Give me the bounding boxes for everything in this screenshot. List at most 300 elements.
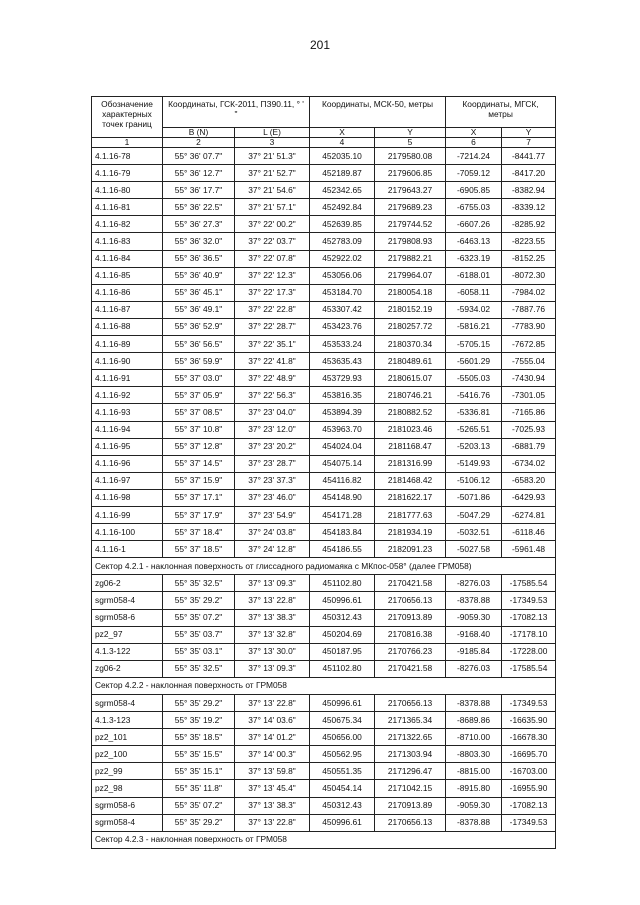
- header-sub-mgsk-x: X: [446, 128, 502, 138]
- cell-lon-l: 37° 23' 37.3": [235, 472, 310, 489]
- cell-mgsk-y: -17349.53: [502, 814, 556, 831]
- header-sub-mgsk-y: Y: [502, 128, 556, 138]
- cell-msk-x: 450312.43: [310, 609, 375, 626]
- cell-msk-x: 454148.90: [310, 489, 375, 506]
- table-row: [92, 626, 556, 643]
- cell-msk-y: 2179689.23: [375, 199, 446, 216]
- cell-mgsk-x: -5601.29: [446, 353, 502, 370]
- table-row: [92, 643, 556, 660]
- header-mgsk: Координаты, МГСК, метры: [446, 97, 556, 128]
- table-row: [92, 472, 556, 489]
- header-num: 7: [502, 138, 556, 148]
- table-row: [92, 609, 556, 626]
- cell-msk-x: 450312.43: [310, 797, 375, 814]
- cell-lon-l: 37° 21' 57.1": [235, 199, 310, 216]
- cell-lon-l: 37° 23' 54.9": [235, 506, 310, 523]
- cell-msk-x: 452035.10: [310, 148, 375, 165]
- header-num: 6: [446, 138, 502, 148]
- cell-lat-b: 55° 35' 29.2": [163, 814, 235, 831]
- header-row: [92, 97, 556, 128]
- table-row: [92, 729, 556, 746]
- header-sub-msk-y: Y: [375, 128, 446, 138]
- cell-point-name: 4.1.3-123: [92, 712, 163, 729]
- cell-lat-b: 55° 37' 05.9": [163, 387, 235, 404]
- cell-mgsk-y: -16703.00: [502, 763, 556, 780]
- cell-mgsk-y: -7783.90: [502, 318, 556, 335]
- cell-lat-b: 55° 37' 10.8": [163, 421, 235, 438]
- cell-point-name: 4.1.16-86: [92, 284, 163, 301]
- cell-lat-b: 55° 36' 40.9": [163, 267, 235, 284]
- sector-title-row: [92, 831, 556, 848]
- cell-lat-b: 55° 35' 07.2": [163, 609, 235, 626]
- cell-mgsk-y: -16635.90: [502, 712, 556, 729]
- cell-msk-x: 454116.82: [310, 472, 375, 489]
- table-row: [92, 695, 556, 712]
- cell-msk-y: 2181316.99: [375, 455, 446, 472]
- page-number: 201: [309, 38, 331, 52]
- cell-point-name: pz2_100: [92, 746, 163, 763]
- cell-mgsk-x: -8276.03: [446, 575, 502, 592]
- table-row: [92, 660, 556, 677]
- table-row: [92, 438, 556, 455]
- cell-mgsk-y: -17082.13: [502, 609, 556, 626]
- header-sub-msk-x: X: [310, 128, 375, 138]
- table-row: [92, 216, 556, 233]
- cell-mgsk-y: -17228.00: [502, 643, 556, 660]
- cell-msk-y: 2170656.13: [375, 814, 446, 831]
- cell-lon-l: 37° 22' 03.7": [235, 233, 310, 250]
- sector-title: Сектор 4.2.1 - наклонная поверхность от глиссадного радиомаяка с МКпос-058° (далее ГРМ058): [92, 558, 556, 575]
- table-row: [92, 250, 556, 267]
- cell-msk-x: 452639.85: [310, 216, 375, 233]
- cell-lon-l: 37° 22' 07.8": [235, 250, 310, 267]
- cell-mgsk-y: -6734.02: [502, 455, 556, 472]
- header-num: 4: [310, 138, 375, 148]
- cell-mgsk-x: -8276.03: [446, 660, 502, 677]
- header-gsk: Координаты, ГСК-2011, ПЗ90.11, ° ' ": [163, 97, 310, 128]
- cell-lon-l: 37° 23' 28.7": [235, 455, 310, 472]
- cell-point-name: 4.1.16-88: [92, 318, 163, 335]
- cell-msk-y: 2181934.19: [375, 524, 446, 541]
- cell-lon-l: 37° 13' 30.0": [235, 643, 310, 660]
- cell-msk-x: 451102.80: [310, 575, 375, 592]
- cell-lat-b: 55° 36' 52.9": [163, 318, 235, 335]
- cell-mgsk-x: -6755.03: [446, 199, 502, 216]
- cell-msk-x: 453184.70: [310, 284, 375, 301]
- coordinates-table: [91, 96, 556, 849]
- cell-mgsk-y: -16678.30: [502, 729, 556, 746]
- sector-title-row: [92, 558, 556, 575]
- cell-lat-b: 55° 35' 29.2": [163, 695, 235, 712]
- cell-msk-x: 453423.76: [310, 318, 375, 335]
- table-row: [92, 746, 556, 763]
- cell-msk-y: 2170766.23: [375, 643, 446, 660]
- sector-title: Сектор 4.2.2 - наклонная поверхность от ГРМ058: [92, 677, 556, 694]
- cell-lat-b: 55° 35' 03.1": [163, 643, 235, 660]
- cell-lat-b: 55° 35' 07.2": [163, 797, 235, 814]
- cell-mgsk-y: -17349.53: [502, 695, 556, 712]
- cell-lat-b: 55° 37' 14.5": [163, 455, 235, 472]
- cell-mgsk-x: -6188.01: [446, 267, 502, 284]
- header-num: 2: [163, 138, 235, 148]
- cell-mgsk-y: -7555.04: [502, 353, 556, 370]
- table-row: [92, 336, 556, 353]
- cell-lat-b: 55° 37' 08.5": [163, 404, 235, 421]
- cell-msk-y: 2181023.46: [375, 421, 446, 438]
- cell-lat-b: 55° 36' 27.3": [163, 216, 235, 233]
- cell-msk-x: 452342.65: [310, 182, 375, 199]
- cell-point-name: 4.1.16-78: [92, 148, 163, 165]
- cell-msk-y: 2180370.34: [375, 336, 446, 353]
- table-row: [92, 199, 556, 216]
- cell-msk-y: 2170656.13: [375, 695, 446, 712]
- cell-msk-x: 450996.61: [310, 695, 375, 712]
- cell-mgsk-y: -8285.92: [502, 216, 556, 233]
- table-row: [92, 284, 556, 301]
- cell-mgsk-x: -9059.30: [446, 609, 502, 626]
- cell-msk-y: 2170913.89: [375, 797, 446, 814]
- cell-msk-y: 2171303.94: [375, 746, 446, 763]
- cell-mgsk-x: -8803.30: [446, 746, 502, 763]
- cell-msk-y: 2180257.72: [375, 318, 446, 335]
- cell-mgsk-y: -6274.81: [502, 506, 556, 523]
- table-row: [92, 148, 556, 165]
- cell-lat-b: 55° 37' 18.5": [163, 541, 235, 558]
- cell-mgsk-x: -7214.24: [446, 148, 502, 165]
- cell-mgsk-x: -9185.84: [446, 643, 502, 660]
- cell-point-name: sgrm058-6: [92, 797, 163, 814]
- cell-lat-b: 55° 37' 18.4": [163, 524, 235, 541]
- cell-lat-b: 55° 36' 59.9": [163, 353, 235, 370]
- header-sub-b: B (N): [163, 128, 235, 138]
- cell-msk-x: 454075.14: [310, 455, 375, 472]
- cell-point-name: pz2_98: [92, 780, 163, 797]
- cell-lat-b: 55° 35' 18.5": [163, 729, 235, 746]
- cell-mgsk-x: -8689.86: [446, 712, 502, 729]
- cell-lon-l: 37° 23' 46.0": [235, 489, 310, 506]
- cell-mgsk-y: -17349.53: [502, 592, 556, 609]
- cell-lat-b: 55° 37' 03.0": [163, 370, 235, 387]
- cell-mgsk-x: -5027.58: [446, 541, 502, 558]
- cell-lat-b: 55° 36' 17.7": [163, 182, 235, 199]
- cell-mgsk-x: -9059.30: [446, 797, 502, 814]
- cell-msk-x: 450562.95: [310, 746, 375, 763]
- cell-lon-l: 37° 22' 17.3": [235, 284, 310, 301]
- table-row: [92, 763, 556, 780]
- table-row: [92, 267, 556, 284]
- cell-point-name: zg06-2: [92, 575, 163, 592]
- cell-point-name: sgrm058-6: [92, 609, 163, 626]
- table-row: [92, 165, 556, 182]
- cell-mgsk-x: -6607.26: [446, 216, 502, 233]
- cell-mgsk-x: -8378.88: [446, 814, 502, 831]
- cell-point-name: sgrm058-4: [92, 592, 163, 609]
- cell-mgsk-y: -7984.02: [502, 284, 556, 301]
- cell-msk-x: 451102.80: [310, 660, 375, 677]
- cell-msk-x: 454186.55: [310, 541, 375, 558]
- cell-point-name: pz2_101: [92, 729, 163, 746]
- cell-mgsk-x: -6905.85: [446, 182, 502, 199]
- cell-point-name: 4.1.16-80: [92, 182, 163, 199]
- cell-msk-x: 454183.84: [310, 524, 375, 541]
- cell-lat-b: 55° 36' 56.5": [163, 336, 235, 353]
- table-row: [92, 592, 556, 609]
- cell-point-name: 4.1.16-96: [92, 455, 163, 472]
- cell-point-name: 4.1.16-94: [92, 421, 163, 438]
- cell-msk-y: 2179882.21: [375, 250, 446, 267]
- coordinates-table-body: [92, 97, 556, 849]
- cell-mgsk-x: -5265.51: [446, 421, 502, 438]
- cell-msk-x: 450204.69: [310, 626, 375, 643]
- cell-msk-x: 450551.35: [310, 763, 375, 780]
- cell-point-name: sgrm058-4: [92, 814, 163, 831]
- cell-lon-l: 37° 21' 54.6": [235, 182, 310, 199]
- cell-msk-x: 452492.84: [310, 199, 375, 216]
- cell-mgsk-x: -6058.11: [446, 284, 502, 301]
- cell-mgsk-x: -5149.93: [446, 455, 502, 472]
- cell-lon-l: 37° 13' 22.8": [235, 814, 310, 831]
- cell-point-name: 4.1.16-97: [92, 472, 163, 489]
- cell-lon-l: 37° 13' 59.8": [235, 763, 310, 780]
- cell-msk-y: 2170656.13: [375, 592, 446, 609]
- cell-point-name: 4.1.16-89: [92, 336, 163, 353]
- table-row: [92, 506, 556, 523]
- cell-mgsk-y: -5961.48: [502, 541, 556, 558]
- header-num: 1: [92, 138, 163, 148]
- cell-mgsk-y: -7025.93: [502, 421, 556, 438]
- cell-mgsk-y: -8223.55: [502, 233, 556, 250]
- table-row: [92, 814, 556, 831]
- cell-point-name: 4.1.16-95: [92, 438, 163, 455]
- cell-msk-x: 450656.00: [310, 729, 375, 746]
- cell-mgsk-x: -5032.51: [446, 524, 502, 541]
- cell-mgsk-x: -5106.12: [446, 472, 502, 489]
- cell-lon-l: 37° 13' 32.8": [235, 626, 310, 643]
- table-row: [92, 421, 556, 438]
- cell-lat-b: 55° 37' 17.1": [163, 489, 235, 506]
- cell-lon-l: 37° 24' 12.8": [235, 541, 310, 558]
- cell-point-name: 4.1.16-90: [92, 353, 163, 370]
- cell-msk-y: 2180882.52: [375, 404, 446, 421]
- cell-lon-l: 37° 13' 45.4": [235, 780, 310, 797]
- cell-lon-l: 37° 14' 03.6": [235, 712, 310, 729]
- cell-lat-b: 55° 35' 11.8": [163, 780, 235, 797]
- cell-msk-y: 2181168.47: [375, 438, 446, 455]
- cell-mgsk-x: -7059.12: [446, 165, 502, 182]
- table-row: [92, 301, 556, 318]
- cell-mgsk-x: -5203.13: [446, 438, 502, 455]
- cell-mgsk-y: -8072.30: [502, 267, 556, 284]
- cell-msk-x: 453635.43: [310, 353, 375, 370]
- cell-lat-b: 55° 36' 22.5": [163, 199, 235, 216]
- cell-lon-l: 37° 13' 09.3": [235, 660, 310, 677]
- table-row: [92, 524, 556, 541]
- cell-msk-x: 450996.61: [310, 814, 375, 831]
- cell-mgsk-x: -5816.21: [446, 318, 502, 335]
- cell-msk-x: 452783.09: [310, 233, 375, 250]
- cell-lat-b: 55° 35' 32.5": [163, 660, 235, 677]
- cell-mgsk-x: -8915.80: [446, 780, 502, 797]
- cell-point-name: 4.1.16-83: [92, 233, 163, 250]
- sector-title: Сектор 4.2.3 - наклонная поверхность от ГРМ058: [92, 831, 556, 848]
- cell-point-name: 4.1.16-93: [92, 404, 163, 421]
- cell-lat-b: 55° 37' 15.9": [163, 472, 235, 489]
- cell-msk-y: 2182091.23: [375, 541, 446, 558]
- cell-lon-l: 37° 13' 22.8": [235, 695, 310, 712]
- table-row: [92, 455, 556, 472]
- cell-msk-y: 2171365.34: [375, 712, 446, 729]
- cell-point-name: 4.1.16-82: [92, 216, 163, 233]
- table-row: [92, 712, 556, 729]
- cell-msk-y: 2180615.07: [375, 370, 446, 387]
- cell-msk-x: 453894.39: [310, 404, 375, 421]
- cell-mgsk-x: -8815.00: [446, 763, 502, 780]
- cell-lat-b: 55° 36' 36.5": [163, 250, 235, 267]
- cell-mgsk-x: -5505.03: [446, 370, 502, 387]
- cell-point-name: 4.1.16-1: [92, 541, 163, 558]
- table-row: [92, 575, 556, 592]
- cell-mgsk-y: -6881.79: [502, 438, 556, 455]
- cell-msk-x: 450187.95: [310, 643, 375, 660]
- cell-mgsk-x: -5416.76: [446, 387, 502, 404]
- cell-lon-l: 37° 22' 22.8": [235, 301, 310, 318]
- cell-msk-y: 2180489.61: [375, 353, 446, 370]
- cell-mgsk-x: -8378.88: [446, 695, 502, 712]
- cell-point-name: 4.1.16-87: [92, 301, 163, 318]
- cell-mgsk-x: -6323.19: [446, 250, 502, 267]
- header-num: 3: [235, 138, 310, 148]
- cell-lat-b: 55° 35' 03.7": [163, 626, 235, 643]
- sector-title-row: [92, 677, 556, 694]
- cell-msk-x: 452922.02: [310, 250, 375, 267]
- cell-lat-b: 55° 35' 19.2": [163, 712, 235, 729]
- cell-msk-y: 2170421.58: [375, 575, 446, 592]
- cell-mgsk-x: -5336.81: [446, 404, 502, 421]
- cell-msk-y: 2180152.19: [375, 301, 446, 318]
- cell-msk-y: 2181622.17: [375, 489, 446, 506]
- cell-mgsk-x: -5705.15: [446, 336, 502, 353]
- cell-mgsk-y: -8339.12: [502, 199, 556, 216]
- cell-mgsk-y: -6118.46: [502, 524, 556, 541]
- cell-point-name: pz2_97: [92, 626, 163, 643]
- cell-lon-l: 37° 21' 52.7": [235, 165, 310, 182]
- cell-point-name: sgrm058-4: [92, 695, 163, 712]
- table-row: [92, 318, 556, 335]
- cell-mgsk-x: -6463.13: [446, 233, 502, 250]
- cell-lon-l: 37° 23' 12.0": [235, 421, 310, 438]
- cell-lon-l: 37° 23' 20.2": [235, 438, 310, 455]
- cell-mgsk-x: -8378.88: [446, 592, 502, 609]
- cell-point-name: 4.1.3-122: [92, 643, 163, 660]
- table-row: [92, 780, 556, 797]
- cell-point-name: 4.1.16-81: [92, 199, 163, 216]
- cell-mgsk-y: -8441.77: [502, 148, 556, 165]
- cell-lat-b: 55° 36' 49.1": [163, 301, 235, 318]
- cell-mgsk-y: -17585.54: [502, 660, 556, 677]
- cell-mgsk-x: -5071.86: [446, 489, 502, 506]
- cell-lon-l: 37° 13' 09.3": [235, 575, 310, 592]
- cell-mgsk-x: -8710.00: [446, 729, 502, 746]
- cell-mgsk-y: -7887.76: [502, 301, 556, 318]
- table-row: [92, 541, 556, 558]
- cell-msk-y: 2179643.27: [375, 182, 446, 199]
- cell-point-name: 4.1.16-79: [92, 165, 163, 182]
- cell-msk-y: 2179606.85: [375, 165, 446, 182]
- cell-mgsk-y: -17585.54: [502, 575, 556, 592]
- table-row: [92, 387, 556, 404]
- cell-lon-l: 37° 13' 22.8": [235, 592, 310, 609]
- cell-msk-y: 2180746.21: [375, 387, 446, 404]
- cell-point-name: 4.1.16-85: [92, 267, 163, 284]
- cell-lon-l: 37° 13' 38.3": [235, 797, 310, 814]
- cell-msk-y: 2171042.15: [375, 780, 446, 797]
- cell-lon-l: 37° 22' 41.8": [235, 353, 310, 370]
- cell-lon-l: 37° 24' 03.8": [235, 524, 310, 541]
- cell-msk-x: 450996.61: [310, 592, 375, 609]
- cell-lon-l: 37° 22' 12.3": [235, 267, 310, 284]
- cell-lat-b: 55° 36' 07.7": [163, 148, 235, 165]
- cell-lon-l: 37° 22' 35.1": [235, 336, 310, 353]
- cell-mgsk-x: -5934.02: [446, 301, 502, 318]
- cell-lon-l: 37° 21' 51.3": [235, 148, 310, 165]
- cell-mgsk-y: -6583.20: [502, 472, 556, 489]
- cell-mgsk-y: -7430.94: [502, 370, 556, 387]
- cell-lat-b: 55° 37' 17.9": [163, 506, 235, 523]
- header-designation: Обозначение характерных точек границ: [92, 97, 163, 138]
- cell-lat-b: 55° 35' 29.2": [163, 592, 235, 609]
- table-row: [92, 182, 556, 199]
- cell-msk-x: 453963.70: [310, 421, 375, 438]
- cell-msk-y: 2170816.38: [375, 626, 446, 643]
- cell-lat-b: 55° 35' 15.1": [163, 763, 235, 780]
- cell-msk-x: 452189.87: [310, 165, 375, 182]
- header-num: 5: [375, 138, 446, 148]
- cell-msk-y: 2170913.89: [375, 609, 446, 626]
- table-row: [92, 353, 556, 370]
- cell-msk-y: 2170421.58: [375, 660, 446, 677]
- cell-msk-x: 454024.04: [310, 438, 375, 455]
- cell-point-name: 4.1.16-100: [92, 524, 163, 541]
- table-row: [92, 404, 556, 421]
- cell-lon-l: 37° 22' 28.7": [235, 318, 310, 335]
- cell-mgsk-y: -8152.25: [502, 250, 556, 267]
- cell-msk-x: 453729.93: [310, 370, 375, 387]
- cell-msk-y: 2181777.63: [375, 506, 446, 523]
- cell-point-name: zg06-2: [92, 660, 163, 677]
- cell-msk-x: 450675.34: [310, 712, 375, 729]
- cell-point-name: pz2_99: [92, 763, 163, 780]
- cell-lon-l: 37° 14' 01.2": [235, 729, 310, 746]
- cell-msk-y: 2180054.18: [375, 284, 446, 301]
- cell-mgsk-y: -8382.94: [502, 182, 556, 199]
- cell-mgsk-y: -17178.10: [502, 626, 556, 643]
- table-row: [92, 797, 556, 814]
- cell-lat-b: 55° 36' 45.1": [163, 284, 235, 301]
- cell-mgsk-y: -16955.90: [502, 780, 556, 797]
- cell-msk-x: 453816.35: [310, 387, 375, 404]
- cell-msk-x: 453307.42: [310, 301, 375, 318]
- cell-lon-l: 37° 13' 38.3": [235, 609, 310, 626]
- cell-lat-b: 55° 36' 12.7": [163, 165, 235, 182]
- header-sub-l: L (E): [235, 128, 310, 138]
- cell-mgsk-x: -9168.40: [446, 626, 502, 643]
- cell-lat-b: 55° 35' 32.5": [163, 575, 235, 592]
- cell-msk-y: 2171296.47: [375, 763, 446, 780]
- cell-lat-b: 55° 35' 15.5": [163, 746, 235, 763]
- cell-mgsk-y: -17082.13: [502, 797, 556, 814]
- cell-mgsk-y: -8417.20: [502, 165, 556, 182]
- cell-point-name: 4.1.16-92: [92, 387, 163, 404]
